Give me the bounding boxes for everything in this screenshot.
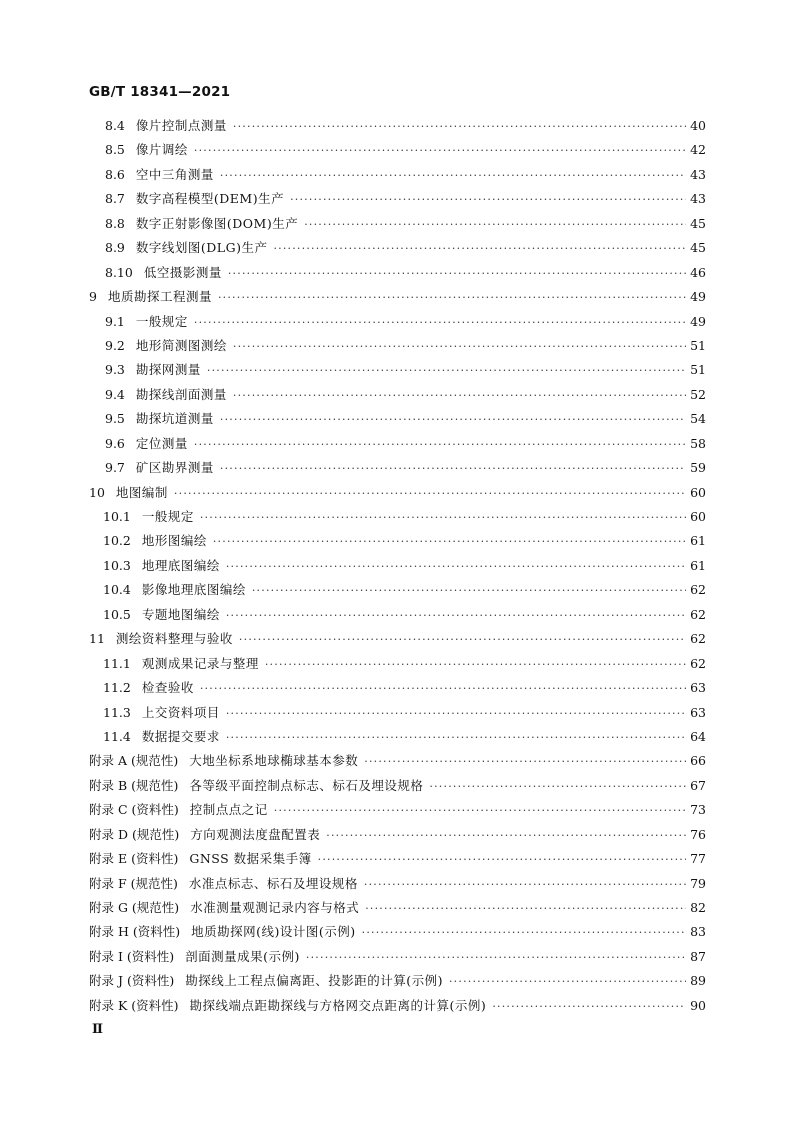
- table-of-contents: [89, 116, 706, 1020]
- toc-entry-number: 9.4: [105, 386, 125, 402]
- toc-entry-page: 87: [690, 948, 706, 964]
- toc-dot-leader: [194, 144, 686, 157]
- toc-entry[interactable]: [89, 996, 706, 1020]
- toc-entry-number: 8.10: [105, 264, 133, 280]
- toc-entry[interactable]: [89, 898, 706, 922]
- toc-entry-number: 8.4: [105, 118, 125, 133]
- toc-entry-title: 地形图编绘: [141, 533, 207, 549]
- toc-entry-number: 9.1: [105, 313, 125, 329]
- toc-entry-title: 像片调绘: [135, 142, 188, 158]
- toc-entry[interactable]: [89, 263, 706, 287]
- toc-entry-number: 11.3: [103, 704, 131, 720]
- toc-dot-leader: [429, 780, 686, 793]
- toc-entry-number: 8.8: [105, 215, 125, 231]
- toc-dot-leader: [226, 560, 686, 573]
- toc-entry-title: 勘探坑道测量: [135, 411, 214, 427]
- toc-entry[interactable]: [89, 287, 706, 311]
- toc-entry-number: 10.4: [103, 582, 131, 598]
- toc-entry-page: 73: [690, 802, 706, 818]
- toc-entry-title: 影像地理底图编绘: [141, 582, 246, 598]
- toc-entry-title: 勘探线上工程点偏离距、投影距的计算(示例): [185, 973, 443, 989]
- page-number: Ⅱ: [92, 1022, 103, 1037]
- toc-dot-leader: [362, 926, 686, 939]
- document-header: GB/T 18341—2021: [89, 84, 231, 100]
- toc-entry[interactable]: [89, 800, 706, 824]
- toc-entry-number: 10: [89, 484, 105, 500]
- toc-entry-title: 测绘资料整理与验收: [115, 631, 233, 647]
- toc-entry-number: 10.3: [103, 557, 131, 573]
- toc-entry-page: 49: [690, 289, 706, 305]
- toc-entry[interactable]: [89, 507, 706, 531]
- toc-entry-title: 控制点点之记: [189, 802, 268, 818]
- toc-dot-leader: [194, 438, 686, 451]
- toc-entry-title: 地质勘探工程测量: [107, 289, 212, 305]
- toc-dot-leader: [233, 120, 686, 133]
- toc-dot-leader: [290, 193, 686, 206]
- toc-entry-title: 方向观测法度盘配置表: [190, 826, 321, 842]
- toc-entry[interactable]: [89, 947, 706, 971]
- toc-entry-page: 66: [690, 753, 706, 769]
- toc-entry-title: 一般规定: [135, 313, 188, 329]
- toc-dot-leader: [252, 584, 686, 597]
- toc-entry-title: 数字线划图(DLG)生产: [135, 240, 268, 256]
- toc-dot-leader: [220, 462, 686, 475]
- toc-entry-title: 剖面测量成果(示例): [185, 948, 300, 964]
- toc-entry-page: 62: [690, 582, 706, 598]
- toc-entry[interactable]: [89, 458, 706, 482]
- toc-dot-leader: [220, 169, 686, 182]
- toc-entry-number: 附录 F (规范性): [89, 875, 178, 891]
- toc-entry-title: 水准测量观测记录内容与格式: [190, 900, 360, 915]
- toc-entry-page: 58: [690, 435, 706, 451]
- toc-dot-leader: [200, 682, 686, 695]
- toc-entry-page: 51: [690, 362, 706, 378]
- toc-entry-number: 10.1: [103, 509, 131, 524]
- toc-entry-title: 矿区勘界测量: [135, 460, 214, 476]
- toc-entry-page: 40: [690, 118, 706, 133]
- toc-entry[interactable]: [89, 776, 706, 800]
- toc-entry[interactable]: [89, 580, 706, 604]
- toc-entry-title: 勘探线端点距勘探线与方格网交点距离的计算(示例): [189, 997, 487, 1013]
- toc-entry-number: 11.1: [103, 655, 131, 671]
- toc-entry-page: 42: [690, 142, 706, 158]
- toc-entry-number: 附录 I (资料性): [89, 948, 175, 964]
- toc-entry[interactable]: [89, 409, 706, 433]
- toc-entry[interactable]: [89, 116, 706, 140]
- toc-entry[interactable]: [89, 214, 706, 238]
- toc-dot-leader: [228, 267, 686, 280]
- toc-dot-leader: [213, 535, 686, 548]
- toc-entry-page: 54: [690, 411, 706, 427]
- toc-dot-leader: [200, 511, 686, 524]
- toc-dot-leader: [265, 658, 686, 671]
- toc-entry-page: 43: [690, 166, 706, 182]
- toc-entry-title: 低空摄影测量: [143, 264, 222, 280]
- toc-entry[interactable]: [89, 434, 706, 458]
- toc-entry-page: 46: [690, 264, 706, 280]
- toc-entry-title: 地图编制: [115, 484, 168, 500]
- toc-entry-title: 空中三角测量: [135, 166, 214, 182]
- toc-dot-leader: [326, 829, 686, 842]
- toc-entry[interactable]: [89, 678, 706, 702]
- toc-entry-number: 10.2: [103, 533, 131, 549]
- toc-entry[interactable]: [89, 531, 706, 555]
- toc-dot-leader: [492, 1000, 686, 1013]
- toc-dot-leader: [318, 853, 686, 866]
- toc-dot-leader: [233, 389, 686, 402]
- toc-entry-page: 62: [690, 655, 706, 671]
- toc-entry-page: 89: [690, 973, 706, 989]
- toc-dot-leader: [220, 413, 686, 426]
- toc-dot-leader: [304, 218, 686, 231]
- toc-entry-page: 63: [690, 680, 706, 696]
- toc-entry[interactable]: [89, 336, 706, 360]
- toc-entry-title: 数据提交要求: [141, 728, 220, 744]
- toc-dot-leader: [218, 291, 686, 304]
- toc-dot-leader: [364, 878, 686, 891]
- toc-dot-leader: [226, 707, 686, 720]
- toc-dot-leader: [306, 951, 686, 964]
- toc-entry-title: 像片控制点测量: [135, 118, 227, 133]
- toc-entry-page: 83: [690, 924, 706, 940]
- toc-entry[interactable]: [89, 751, 706, 775]
- toc-entry-number: 8.5: [105, 142, 125, 158]
- toc-entry-page: 62: [690, 606, 706, 622]
- toc-dot-leader: [274, 804, 686, 817]
- toc-dot-leader: [365, 902, 686, 915]
- toc-entry-title: 大地坐标系地球椭球基本参数: [189, 753, 359, 769]
- toc-entry-title: 勘探网测量: [135, 362, 201, 378]
- toc-dot-leader: [273, 242, 686, 255]
- toc-entry-page: 45: [690, 215, 706, 231]
- toc-entry-title: 地质勘探网(线)设计图(示例): [191, 924, 356, 940]
- toc-entry-title: 检查验收: [141, 680, 194, 696]
- toc-entry-page: 43: [690, 191, 706, 207]
- toc-entry[interactable]: [89, 385, 706, 409]
- toc-dot-leader: [364, 755, 686, 768]
- toc-entry-page: 62: [690, 631, 706, 647]
- toc-entry-title: 水准点标志、标石及埋设规格: [188, 875, 358, 891]
- toc-entry-number: 附录 A (规范性): [89, 753, 179, 769]
- toc-entry-number: 9.5: [105, 411, 125, 427]
- toc-entry-page: 64: [690, 728, 706, 744]
- toc-dot-leader: [226, 609, 686, 622]
- toc-entry-page: 60: [690, 484, 706, 500]
- toc-entry-number: 8.7: [105, 191, 125, 207]
- toc-entry-number: 9.2: [105, 337, 125, 353]
- toc-entry-number: 附录 C (资料性): [89, 802, 179, 818]
- toc-dot-leader: [239, 633, 686, 646]
- toc-entry[interactable]: [89, 922, 706, 946]
- toc-entry[interactable]: [89, 238, 706, 262]
- toc-entry-number: 10.5: [103, 606, 131, 622]
- toc-entry-number: 11.2: [103, 680, 131, 696]
- toc-entry[interactable]: [89, 971, 706, 995]
- toc-entry[interactable]: [89, 189, 706, 213]
- toc-entry-number: 附录 K (资料性): [89, 997, 179, 1013]
- toc-entry-title: GNSS 数据采集手簿: [189, 851, 312, 867]
- toc-entry-page: 90: [690, 997, 706, 1013]
- toc-dot-leader: [233, 340, 686, 353]
- toc-entry-number: 9.3: [105, 362, 125, 378]
- toc-entry[interactable]: [89, 654, 706, 678]
- toc-entry-page: 52: [690, 386, 706, 402]
- toc-entry-title: 地理底图编绘: [141, 557, 220, 573]
- toc-entry[interactable]: [89, 605, 706, 629]
- toc-entry[interactable]: [89, 825, 706, 849]
- toc-entry-page: 63: [690, 704, 706, 720]
- toc-entry-page: 60: [690, 509, 706, 524]
- toc-entry-number: 11.4: [103, 728, 131, 744]
- toc-entry[interactable]: [89, 312, 706, 336]
- toc-entry-page: 51: [690, 337, 706, 353]
- toc-entry-number: 附录 D (规范性): [89, 826, 180, 842]
- toc-entry-title: 勘探线剖面测量: [135, 386, 227, 402]
- toc-entry-page: 61: [690, 533, 706, 549]
- toc-entry-title: 专题地图编绘: [141, 606, 220, 622]
- toc-entry[interactable]: [89, 849, 706, 873]
- toc-entry-number: 附录 H (资料性): [89, 924, 181, 940]
- toc-entry-title: 上交资料项目: [141, 704, 220, 720]
- toc-entry-number: 11: [89, 631, 105, 647]
- toc-entry-page: 59: [690, 460, 706, 476]
- toc-entry-page: 61: [690, 557, 706, 573]
- toc-entry-page: 49: [690, 313, 706, 329]
- toc-entry-page: 79: [690, 875, 706, 891]
- toc-entry-number: 9: [89, 289, 97, 305]
- toc-dot-leader: [207, 364, 686, 377]
- toc-entry-number: 9.6: [105, 435, 125, 451]
- toc-entry[interactable]: [89, 165, 706, 189]
- toc-entry-title: 一般规定: [141, 509, 194, 524]
- toc-entry-page: 82: [690, 900, 706, 915]
- toc-entry[interactable]: [89, 556, 706, 580]
- toc-entry-page: 67: [690, 777, 706, 793]
- toc-entry[interactable]: [89, 703, 706, 727]
- toc-entry[interactable]: [89, 727, 706, 751]
- toc-entry[interactable]: [89, 629, 706, 653]
- toc-entry-title: 数字高程模型(DEM)生产: [135, 191, 285, 207]
- toc-entry[interactable]: [89, 483, 706, 507]
- toc-entry-number: 9.7: [105, 460, 125, 476]
- toc-entry-number: 附录 J (资料性): [89, 973, 175, 989]
- toc-entry-title: 定位测量: [135, 435, 188, 451]
- toc-entry-title: 地形简测图测绘: [135, 337, 227, 353]
- toc-entry-number: 附录 B (规范性): [89, 777, 179, 793]
- toc-dot-leader: [449, 975, 686, 988]
- toc-dot-leader: [194, 316, 686, 329]
- toc-entry[interactable]: [89, 360, 706, 384]
- toc-entry-number: 附录 G (规范性): [89, 900, 180, 915]
- toc-entry-title: 各等级平面控制点标志、标石及埋设规格: [189, 777, 424, 793]
- toc-entry-title: 数字正射影像图(DOM)生产: [135, 215, 299, 231]
- toc-entry-page: 45: [690, 240, 706, 256]
- toc-entry-number: 8.6: [105, 166, 125, 182]
- toc-entry-number: 8.9: [105, 240, 125, 256]
- toc-entry-page: 77: [690, 851, 706, 867]
- toc-entry[interactable]: [89, 140, 706, 164]
- toc-dot-leader: [174, 487, 686, 500]
- toc-entry[interactable]: [89, 874, 706, 898]
- toc-entry-number: 附录 E (资料性): [89, 851, 179, 867]
- toc-entry-title: 观测成果记录与整理: [141, 655, 259, 671]
- toc-dot-leader: [226, 731, 686, 744]
- toc-entry-page: 76: [690, 826, 706, 842]
